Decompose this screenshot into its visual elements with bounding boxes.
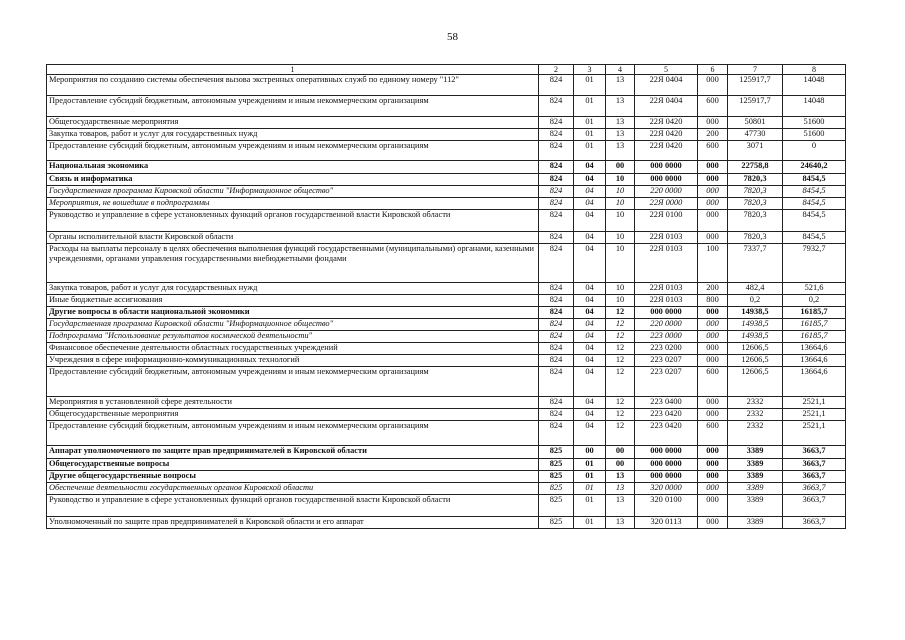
target-article: 223 0207 — [635, 355, 698, 367]
table-row — [47, 75, 846, 96]
target-article: 320 0000 — [635, 483, 698, 495]
amount-year-2: 7932,7 — [783, 244, 846, 283]
amount-year-1: 7820,3 — [728, 210, 783, 232]
row-description: Государственная программа Кировской области "Информационное общество" — [47, 186, 539, 198]
table-row — [47, 421, 846, 446]
subsection-code: 00 — [606, 446, 635, 459]
row-description: Предоставление субсидий бюджетным, автономным учреждениям и иным некоммерческим организациям — [47, 141, 539, 161]
section-code: 04 — [574, 397, 606, 409]
expense-type: 000 — [698, 117, 728, 129]
amount-year-1: 3389 — [728, 483, 783, 495]
expense-type: 000 — [698, 397, 728, 409]
amount-year-2: 51600 — [783, 129, 846, 141]
subsection-code: 10 — [606, 283, 635, 295]
table-row — [47, 232, 846, 244]
target-article: 000 0000 — [635, 471, 698, 483]
expense-type: 600 — [698, 421, 728, 446]
subsection-code: 10 — [606, 232, 635, 244]
target-article: 22Я 0103 — [635, 244, 698, 283]
ministry-code: 824 — [539, 319, 574, 331]
target-article: 000 0000 — [635, 446, 698, 459]
section-code: 04 — [574, 198, 606, 210]
ministry-code: 824 — [539, 232, 574, 244]
row-description: Руководство и управление в сфере установленных функций органов государственной власти Кировской области — [47, 210, 539, 232]
amount-year-2: 8454,5 — [783, 210, 846, 232]
expense-type: 000 — [698, 331, 728, 343]
section-code: 04 — [574, 409, 606, 421]
expense-type: 000 — [698, 483, 728, 495]
table-row — [47, 283, 846, 295]
amount-year-2: 24640,2 — [783, 161, 846, 174]
table-row — [47, 186, 846, 198]
amount-year-1: 7820,3 — [728, 198, 783, 210]
target-article: 22Я 0103 — [635, 283, 698, 295]
expense-type: 000 — [698, 232, 728, 244]
section-code: 01 — [574, 96, 606, 117]
amount-year-1: 0,2 — [728, 295, 783, 307]
section-code: 04 — [574, 186, 606, 198]
row-description: Подпрограмма "Использование результатов космической деятельности" — [47, 331, 539, 343]
table-row — [47, 174, 846, 186]
amount-year-1: 22758,8 — [728, 161, 783, 174]
target-article: 22Я 0103 — [635, 295, 698, 307]
subsection-code: 13 — [606, 471, 635, 483]
amount-year-1: 3389 — [728, 446, 783, 459]
subsection-code: 12 — [606, 307, 635, 319]
row-description: Обеспечение деятельности государственных органов Кировской области — [47, 483, 539, 495]
target-article: 000 0000 — [635, 459, 698, 471]
target-article: 223 0400 — [635, 397, 698, 409]
amount-year-1: 14938,5 — [728, 319, 783, 331]
subsection-code: 13 — [606, 75, 635, 96]
target-article: 220 0000 — [635, 186, 698, 198]
table-row — [47, 495, 846, 517]
amount-year-1: 2332 — [728, 421, 783, 446]
row-description: Другие вопросы в области национальной экономики — [47, 307, 539, 319]
row-description: Предоставление субсидий бюджетным, автономным учреждениям и иным некоммерческим организациям — [47, 96, 539, 117]
ministry-code: 824 — [539, 174, 574, 186]
section-code: 04 — [574, 367, 606, 397]
row-description: Закупка товаров, работ и услуг для государственных нужд — [47, 129, 539, 141]
section-code: 04 — [574, 307, 606, 319]
section-code: 04 — [574, 421, 606, 446]
expense-type: 000 — [698, 75, 728, 96]
table-row — [47, 517, 846, 529]
target-article: 000 0000 — [635, 174, 698, 186]
amount-year-2: 16185,7 — [783, 331, 846, 343]
column-number: 7 — [728, 65, 783, 75]
amount-year-1: 3389 — [728, 517, 783, 529]
column-number: 4 — [606, 65, 635, 75]
subsection-code: 12 — [606, 421, 635, 446]
amount-year-1: 7337,7 — [728, 244, 783, 283]
row-description: Другие общегосударственные вопросы — [47, 471, 539, 483]
ministry-code: 824 — [539, 367, 574, 397]
subsection-code: 12 — [606, 343, 635, 355]
target-article: 223 0420 — [635, 421, 698, 446]
row-description: Иные бюджетные ассигнования — [47, 295, 539, 307]
ministry-code: 824 — [539, 161, 574, 174]
amount-year-2: 3663,7 — [783, 495, 846, 517]
expense-type: 000 — [698, 186, 728, 198]
row-description: Расходы на выплаты персоналу в целях обеспечения выполнения функций государственными (муниципальными) органами, казенными учреждениями, органами управления государственными внебюджетными фондами — [47, 244, 539, 283]
table-row — [47, 483, 846, 495]
amount-year-2: 3663,7 — [783, 459, 846, 471]
column-number: 1 — [47, 65, 539, 75]
subsection-code: 13 — [606, 483, 635, 495]
section-code: 01 — [574, 141, 606, 161]
ministry-code: 824 — [539, 409, 574, 421]
ministry-code: 824 — [539, 186, 574, 198]
amount-year-1: 7820,3 — [728, 186, 783, 198]
subsection-code: 10 — [606, 174, 635, 186]
amount-year-1: 14938,5 — [728, 307, 783, 319]
target-article: 22Я 0404 — [635, 96, 698, 117]
ministry-code: 824 — [539, 307, 574, 319]
column-number: 3 — [574, 65, 606, 75]
amount-year-2: 13664,6 — [783, 355, 846, 367]
expense-type: 000 — [698, 198, 728, 210]
expense-type: 000 — [698, 210, 728, 232]
amount-year-2: 2521,1 — [783, 421, 846, 446]
table-row — [47, 129, 846, 141]
amount-year-2: 16185,7 — [783, 307, 846, 319]
expense-type: 600 — [698, 367, 728, 397]
row-description: Предоставление субсидий бюджетным, автономным учреждениям и иным некоммерческим организациям — [47, 421, 539, 446]
table-body — [47, 65, 846, 529]
ministry-code: 825 — [539, 483, 574, 495]
table-row — [47, 367, 846, 397]
section-code: 01 — [574, 129, 606, 141]
row-description: Закупка товаров, работ и услуг для государственных нужд — [47, 283, 539, 295]
subsection-code: 00 — [606, 161, 635, 174]
amount-year-2: 2521,1 — [783, 409, 846, 421]
subsection-code: 12 — [606, 397, 635, 409]
subsection-code: 13 — [606, 96, 635, 117]
amount-year-2: 521,6 — [783, 283, 846, 295]
expense-type: 600 — [698, 141, 728, 161]
row-description: Мероприятия в установленной сфере деятельности — [47, 397, 539, 409]
amount-year-1: 12606,5 — [728, 367, 783, 397]
table-row — [47, 409, 846, 421]
row-description: Национальная экономика — [47, 161, 539, 174]
row-description: Общегосударственные мероприятия — [47, 409, 539, 421]
expense-type: 000 — [698, 495, 728, 517]
ministry-code: 824 — [539, 244, 574, 283]
amount-year-1: 12606,5 — [728, 355, 783, 367]
amount-year-2: 13664,6 — [783, 367, 846, 397]
section-code: 01 — [574, 471, 606, 483]
row-description: Органы исполнительной власти Кировской области — [47, 232, 539, 244]
amount-year-2: 3663,7 — [783, 483, 846, 495]
row-description: Учреждения в сфере информационно-коммуникационных технологий — [47, 355, 539, 367]
expense-type: 800 — [698, 295, 728, 307]
column-number: 8 — [783, 65, 846, 75]
budget-table — [46, 64, 846, 529]
amount-year-2: 3663,7 — [783, 517, 846, 529]
expense-type: 000 — [698, 343, 728, 355]
table-row — [47, 343, 846, 355]
expense-type: 200 — [698, 283, 728, 295]
amount-year-2: 8454,5 — [783, 232, 846, 244]
expense-type: 600 — [698, 96, 728, 117]
target-article: 220 0000 — [635, 319, 698, 331]
ministry-code: 824 — [539, 210, 574, 232]
table-row — [47, 307, 846, 319]
ministry-code: 824 — [539, 343, 574, 355]
row-description: Государственная программа Кировской области "Информационное общество" — [47, 319, 539, 331]
section-code: 04 — [574, 355, 606, 367]
amount-year-1: 50801 — [728, 117, 783, 129]
amount-year-1: 125917,7 — [728, 75, 783, 96]
subsection-code: 12 — [606, 409, 635, 421]
subsection-code: 12 — [606, 319, 635, 331]
target-article: 223 0200 — [635, 343, 698, 355]
subsection-code: 10 — [606, 295, 635, 307]
ministry-code: 824 — [539, 283, 574, 295]
section-code: 04 — [574, 331, 606, 343]
subsection-code: 00 — [606, 459, 635, 471]
target-article: 22Я 0103 — [635, 232, 698, 244]
subsection-code: 12 — [606, 367, 635, 397]
table-row — [47, 117, 846, 129]
ministry-code: 824 — [539, 355, 574, 367]
target-article: 223 0207 — [635, 367, 698, 397]
ministry-code: 825 — [539, 471, 574, 483]
column-number: 5 — [635, 65, 698, 75]
section-code: 04 — [574, 244, 606, 283]
amount-year-2: 13664,6 — [783, 343, 846, 355]
row-description: Предоставление субсидий бюджетным, автономным учреждениям и иным некоммерческим организациям — [47, 367, 539, 397]
section-code: 04 — [574, 343, 606, 355]
section-code: 01 — [574, 517, 606, 529]
amount-year-1: 7820,3 — [728, 232, 783, 244]
ministry-code: 824 — [539, 295, 574, 307]
target-article: 22Я 0404 — [635, 75, 698, 96]
table-row — [47, 244, 846, 283]
amount-year-1: 3389 — [728, 495, 783, 517]
table-row — [47, 198, 846, 210]
amount-year-1: 12606,5 — [728, 343, 783, 355]
subsection-code: 13 — [606, 129, 635, 141]
page-number: 58 — [447, 31, 458, 43]
subsection-code: 13 — [606, 141, 635, 161]
table-row — [47, 210, 846, 232]
ministry-code: 824 — [539, 198, 574, 210]
table-row — [47, 331, 846, 343]
row-description: Общегосударственные мероприятия — [47, 117, 539, 129]
amount-year-2: 3663,7 — [783, 446, 846, 459]
ministry-code: 825 — [539, 459, 574, 471]
expense-type: 100 — [698, 244, 728, 283]
ministry-code: 824 — [539, 96, 574, 117]
amount-year-2: 8454,5 — [783, 174, 846, 186]
amount-year-1: 2332 — [728, 397, 783, 409]
amount-year-2: 0,2 — [783, 295, 846, 307]
subsection-code: 10 — [606, 186, 635, 198]
row-description: Связь и информатика — [47, 174, 539, 186]
subsection-code: 13 — [606, 495, 635, 517]
table-row — [47, 295, 846, 307]
section-code: 04 — [574, 174, 606, 186]
subsection-code: 10 — [606, 210, 635, 232]
row-description: Финансовое обеспечение деятельности областных государственных учреждений — [47, 343, 539, 355]
subsection-code: 10 — [606, 244, 635, 283]
amount-year-2: 16185,7 — [783, 319, 846, 331]
section-code: 00 — [574, 446, 606, 459]
target-article: 22Я 0420 — [635, 129, 698, 141]
ministry-code: 824 — [539, 397, 574, 409]
amount-year-2: 8454,5 — [783, 198, 846, 210]
section-code: 01 — [574, 117, 606, 129]
expense-type: 000 — [698, 307, 728, 319]
section-code: 04 — [574, 232, 606, 244]
expense-type: 000 — [698, 355, 728, 367]
section-code: 01 — [574, 459, 606, 471]
row-description: Общегосударственные вопросы — [47, 459, 539, 471]
amount-year-1: 125917,7 — [728, 96, 783, 117]
target-article: 320 0113 — [635, 517, 698, 529]
subsection-code: 13 — [606, 517, 635, 529]
target-article: 320 0100 — [635, 495, 698, 517]
column-number: 6 — [698, 65, 728, 75]
expense-type: 000 — [698, 459, 728, 471]
expense-type: 000 — [698, 471, 728, 483]
row-description: Мероприятия по созданию системы обеспечения вызова экстренных оперативных служб по единому номеру "112" — [47, 75, 539, 96]
ministry-code: 824 — [539, 129, 574, 141]
section-code: 01 — [574, 483, 606, 495]
row-description: Руководство и управление в сфере установленных функций органов государственной власти Кировской области — [47, 495, 539, 517]
subsection-code: 13 — [606, 117, 635, 129]
amount-year-1: 482,4 — [728, 283, 783, 295]
amount-year-1: 7820,3 — [728, 174, 783, 186]
amount-year-1: 3389 — [728, 459, 783, 471]
amount-year-1: 3071 — [728, 141, 783, 161]
amount-year-2: 14048 — [783, 75, 846, 96]
target-article: 22Я 0420 — [635, 117, 698, 129]
target-article: 22Я 0420 — [635, 141, 698, 161]
ministry-code: 824 — [539, 331, 574, 343]
subsection-code: 12 — [606, 355, 635, 367]
table-row — [47, 141, 846, 161]
ministry-code: 825 — [539, 495, 574, 517]
amount-year-1: 2332 — [728, 409, 783, 421]
target-article: 223 0000 — [635, 331, 698, 343]
expense-type: 000 — [698, 517, 728, 529]
row-description: Уполномоченный по защите прав предпринимателей в Кировской области и его аппарат — [47, 517, 539, 529]
amount-year-2: 0 — [783, 141, 846, 161]
table-row — [47, 161, 846, 174]
expense-type: 000 — [698, 409, 728, 421]
section-code: 04 — [574, 210, 606, 232]
ministry-code: 824 — [539, 141, 574, 161]
ministry-code: 824 — [539, 421, 574, 446]
table-row — [47, 471, 846, 483]
target-article: 000 0000 — [635, 307, 698, 319]
ministry-code: 824 — [539, 75, 574, 96]
column-number: 2 — [539, 65, 574, 75]
ministry-code: 825 — [539, 446, 574, 459]
section-code: 01 — [574, 495, 606, 517]
amount-year-2: 51600 — [783, 117, 846, 129]
amount-year-2: 3663,7 — [783, 471, 846, 483]
expense-type: 000 — [698, 161, 728, 174]
target-article: 223 0420 — [635, 409, 698, 421]
row-description: Мероприятия, не вошедшие в подпрограммы — [47, 198, 539, 210]
expense-type: 200 — [698, 129, 728, 141]
target-article: 000 0000 — [635, 161, 698, 174]
table-row — [47, 96, 846, 117]
amount-year-2: 8454,5 — [783, 186, 846, 198]
table-row — [47, 355, 846, 367]
table-row — [47, 319, 846, 331]
table-row — [47, 459, 846, 471]
target-article: 22Я 0000 — [635, 198, 698, 210]
ministry-code: 825 — [539, 517, 574, 529]
table-row — [47, 446, 846, 459]
expense-type: 000 — [698, 446, 728, 459]
column-number-row — [47, 65, 846, 75]
ministry-code: 824 — [539, 117, 574, 129]
amount-year-1: 14938,5 — [728, 331, 783, 343]
row-description: Аппарат уполномоченного по защите прав предпринимателей в Кировской области — [47, 446, 539, 459]
expense-type: 000 — [698, 319, 728, 331]
expense-type: 000 — [698, 174, 728, 186]
target-article: 22Я 0100 — [635, 210, 698, 232]
section-code: 04 — [574, 283, 606, 295]
amount-year-1: 47730 — [728, 129, 783, 141]
table-row — [47, 397, 846, 409]
section-code: 01 — [574, 75, 606, 96]
section-code: 04 — [574, 161, 606, 174]
subsection-code: 12 — [606, 331, 635, 343]
subsection-code: 10 — [606, 198, 635, 210]
section-code: 04 — [574, 295, 606, 307]
amount-year-2: 14048 — [783, 96, 846, 117]
amount-year-2: 2521,1 — [783, 397, 846, 409]
amount-year-1: 3389 — [728, 471, 783, 483]
section-code: 04 — [574, 319, 606, 331]
